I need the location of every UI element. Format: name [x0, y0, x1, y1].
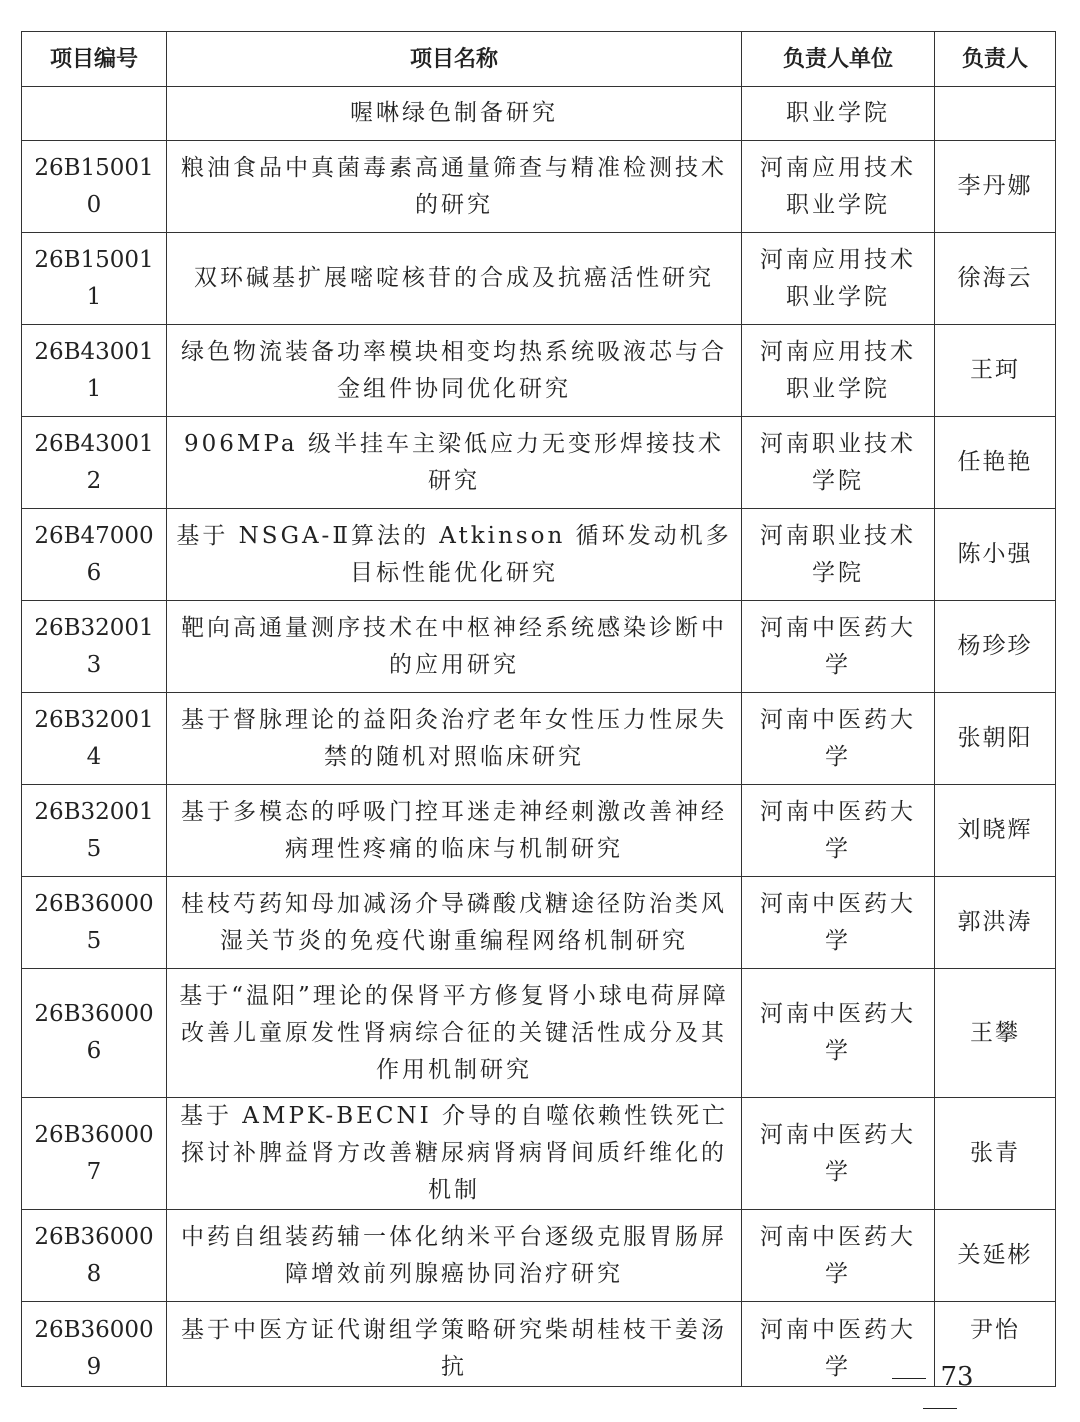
- project-name: 喔啉绿色制备研究: [167, 87, 742, 141]
- person: 尹怡: [935, 1302, 1056, 1387]
- organization: 河南职业技术学院: [742, 417, 935, 509]
- project-name: 桂枝芍药知母加减汤介导磷酸戊糖途径防治类风湿关节炎的免疫代谢重编程网络机制研究: [167, 877, 742, 969]
- footer-dash-right: [923, 1408, 957, 1409]
- table-row: [22, 325, 1056, 417]
- table-row: [22, 601, 1056, 693]
- person: 关延彬: [935, 1210, 1056, 1302]
- project-id: 26B360009: [22, 1302, 167, 1387]
- project-id: 26B430012: [22, 417, 167, 509]
- project-id: 26B150011: [22, 233, 167, 325]
- table-row: [22, 969, 1056, 1098]
- project-name: 双环碱基扩展嘧啶核苷的合成及抗癌活性研究: [167, 233, 742, 325]
- person: 杨珍珍: [935, 601, 1056, 693]
- project-name: 靶向高通量测序技术在中枢神经系统感染诊断中的应用研究: [167, 601, 742, 693]
- project-id: 26B320013: [22, 601, 167, 693]
- project-id: 26B360008: [22, 1210, 167, 1302]
- table-row: [22, 693, 1056, 785]
- project-name: 基于督脉理论的益阳灸治疗老年女性压力性尿失禁的随机对照临床研究: [167, 693, 742, 785]
- project-id: 26B360006: [22, 969, 167, 1098]
- header-project-name: 项目名称: [167, 32, 742, 87]
- person: 张朝阳: [935, 693, 1056, 785]
- project-name: 基于 AMPK-BECNI 介导的自噬依赖性铁死亡探讨补脾益肾方改善糖尿病肾病肾间质纤维化的机制: [167, 1098, 742, 1210]
- organization: 河南中医药大学: [742, 1302, 935, 1387]
- project-name: 906MPa 级半挂车主梁低应力无变形焊接技术研究: [167, 417, 742, 509]
- organization: 河南应用技术职业学院: [742, 141, 935, 233]
- person: [935, 87, 1056, 141]
- project-id: 26B150010: [22, 141, 167, 233]
- project-name: 基于中医方证代谢组学策略研究柴胡桂枝干姜汤抗: [167, 1302, 742, 1387]
- project-id: 26B320014: [22, 693, 167, 785]
- person: 任艳艳: [935, 417, 1056, 509]
- project-id: [22, 87, 167, 141]
- project-id: 26B470006: [22, 509, 167, 601]
- organization: 河南中医药大学: [742, 601, 935, 693]
- project-name: 中药自组装药辅一体化纳米平台逐级克服胃肠屏障增效前列腺癌协同治疗研究: [167, 1210, 742, 1302]
- project-id: 26B320015: [22, 785, 167, 877]
- table-row: [22, 233, 1056, 325]
- header-project-id: 项目编号: [22, 32, 167, 87]
- project-id: 26B430011: [22, 325, 167, 417]
- organization: 职业学院: [742, 87, 935, 141]
- project-name: 基于多模态的呼吸门控耳迷走神经刺激改善神经病理性疼痛的临床与机制研究: [167, 785, 742, 877]
- person: 郭洪涛: [935, 877, 1056, 969]
- table-row: [22, 417, 1056, 509]
- organization: 河南中医药大学: [742, 1210, 935, 1302]
- organization: 河南中医药大学: [742, 1098, 935, 1210]
- person: 王攀: [935, 969, 1056, 1098]
- person: 王珂: [935, 325, 1056, 417]
- table-row: [22, 1210, 1056, 1302]
- table-row: [22, 87, 1056, 141]
- organization: 河南中医药大学: [742, 693, 935, 785]
- footer-dash-left: [892, 1378, 926, 1379]
- person: 徐海云: [935, 233, 1056, 325]
- person: 陈小强: [935, 509, 1056, 601]
- project-name: 基于“温阳”理论的保肾平方修复肾小球电荷屏障改善儿童原发性肾病综合征的关键活性成分及其作用机制研究: [167, 969, 742, 1098]
- header-organization: 负责人单位: [742, 32, 935, 87]
- project-name: 绿色物流装备功率模块相变均热系统吸液芯与合金组件协同优化研究: [167, 325, 742, 417]
- header-row: [22, 32, 1056, 87]
- table-row: [22, 509, 1056, 601]
- table-row: [22, 785, 1056, 877]
- organization: 河南中医药大学: [742, 877, 935, 969]
- project-id: 26B360005: [22, 877, 167, 969]
- page-footer: [878, 1362, 1002, 1422]
- table-row: [22, 141, 1056, 233]
- table-row: [22, 1098, 1056, 1210]
- table-row: [22, 877, 1056, 969]
- person: 李丹娜: [935, 141, 1056, 233]
- organization: 河南应用技术职业学院: [742, 233, 935, 325]
- organization: 河南中医药大学: [742, 969, 935, 1098]
- organization: 河南职业技术学院: [742, 509, 935, 601]
- project-table: [21, 31, 1056, 1387]
- person: 刘晓辉: [935, 785, 1056, 877]
- page-number: 73: [940, 1362, 974, 1392]
- project-name: 粮油食品中真菌毒素高通量筛查与精准检测技术的研究: [167, 141, 742, 233]
- person: 张青: [935, 1098, 1056, 1210]
- organization: 河南应用技术职业学院: [742, 325, 935, 417]
- project-name: 基于 NSGA-Ⅱ算法的 Atkinson 循环发动机多目标性能优化研究: [167, 509, 742, 601]
- organization: 河南中医药大学: [742, 785, 935, 877]
- project-id: 26B360007: [22, 1098, 167, 1210]
- header-person: 负责人: [935, 32, 1056, 87]
